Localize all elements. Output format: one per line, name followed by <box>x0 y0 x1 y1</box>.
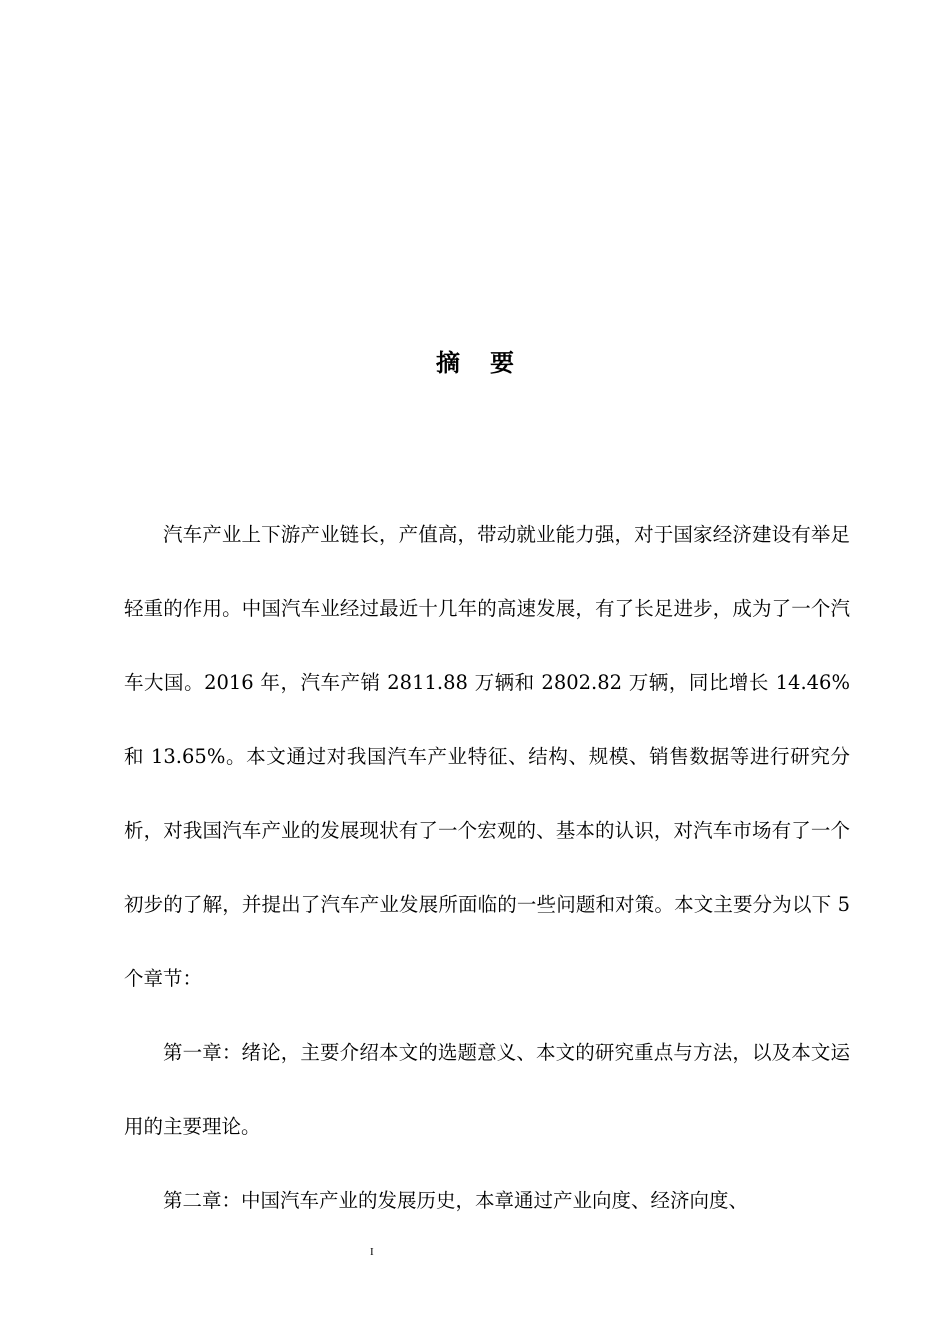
paragraph-chapter-2: 第二章：中国汽车产业的发展历史，本章通过产业向度、经济向度、 <box>163 1189 749 1212</box>
title-char-2: 要 <box>490 349 514 377</box>
page-number: I <box>370 1246 374 1258</box>
title-char-1: 摘 <box>436 349 460 377</box>
abstract-title <box>0 343 950 378</box>
paragraph-intro: 汽车产业上下游产业链长，产值高，带动就业能力强，对于国家经济建设有举足轻重的作用。中国汽车业经过最近十几年的高速发展，有了长足进步，成为了一个汽车大国。2016 年，汽车产销 2811.88 万辆和 2802.82 万辆，同比增长 14.46%和 13.65%。本文通过对我国汽车产业特征、结构、规模、销售数据等进行研究分析，对我国汽车产业的发展现状有了一个宏观的、基本的认识，对汽车市场有了一个初步的了解，并提出了汽车产业发展所面临的一些问题和对策。本文主要分为以下 5 个章节： <box>124 523 850 990</box>
abstract-body <box>124 498 850 1238</box>
paragraph-chapter-1: 第一章：绪论，主要介绍本文的选题意义、本文的研究重点与方法，以及本文运用的主要理论。 <box>124 1041 850 1138</box>
